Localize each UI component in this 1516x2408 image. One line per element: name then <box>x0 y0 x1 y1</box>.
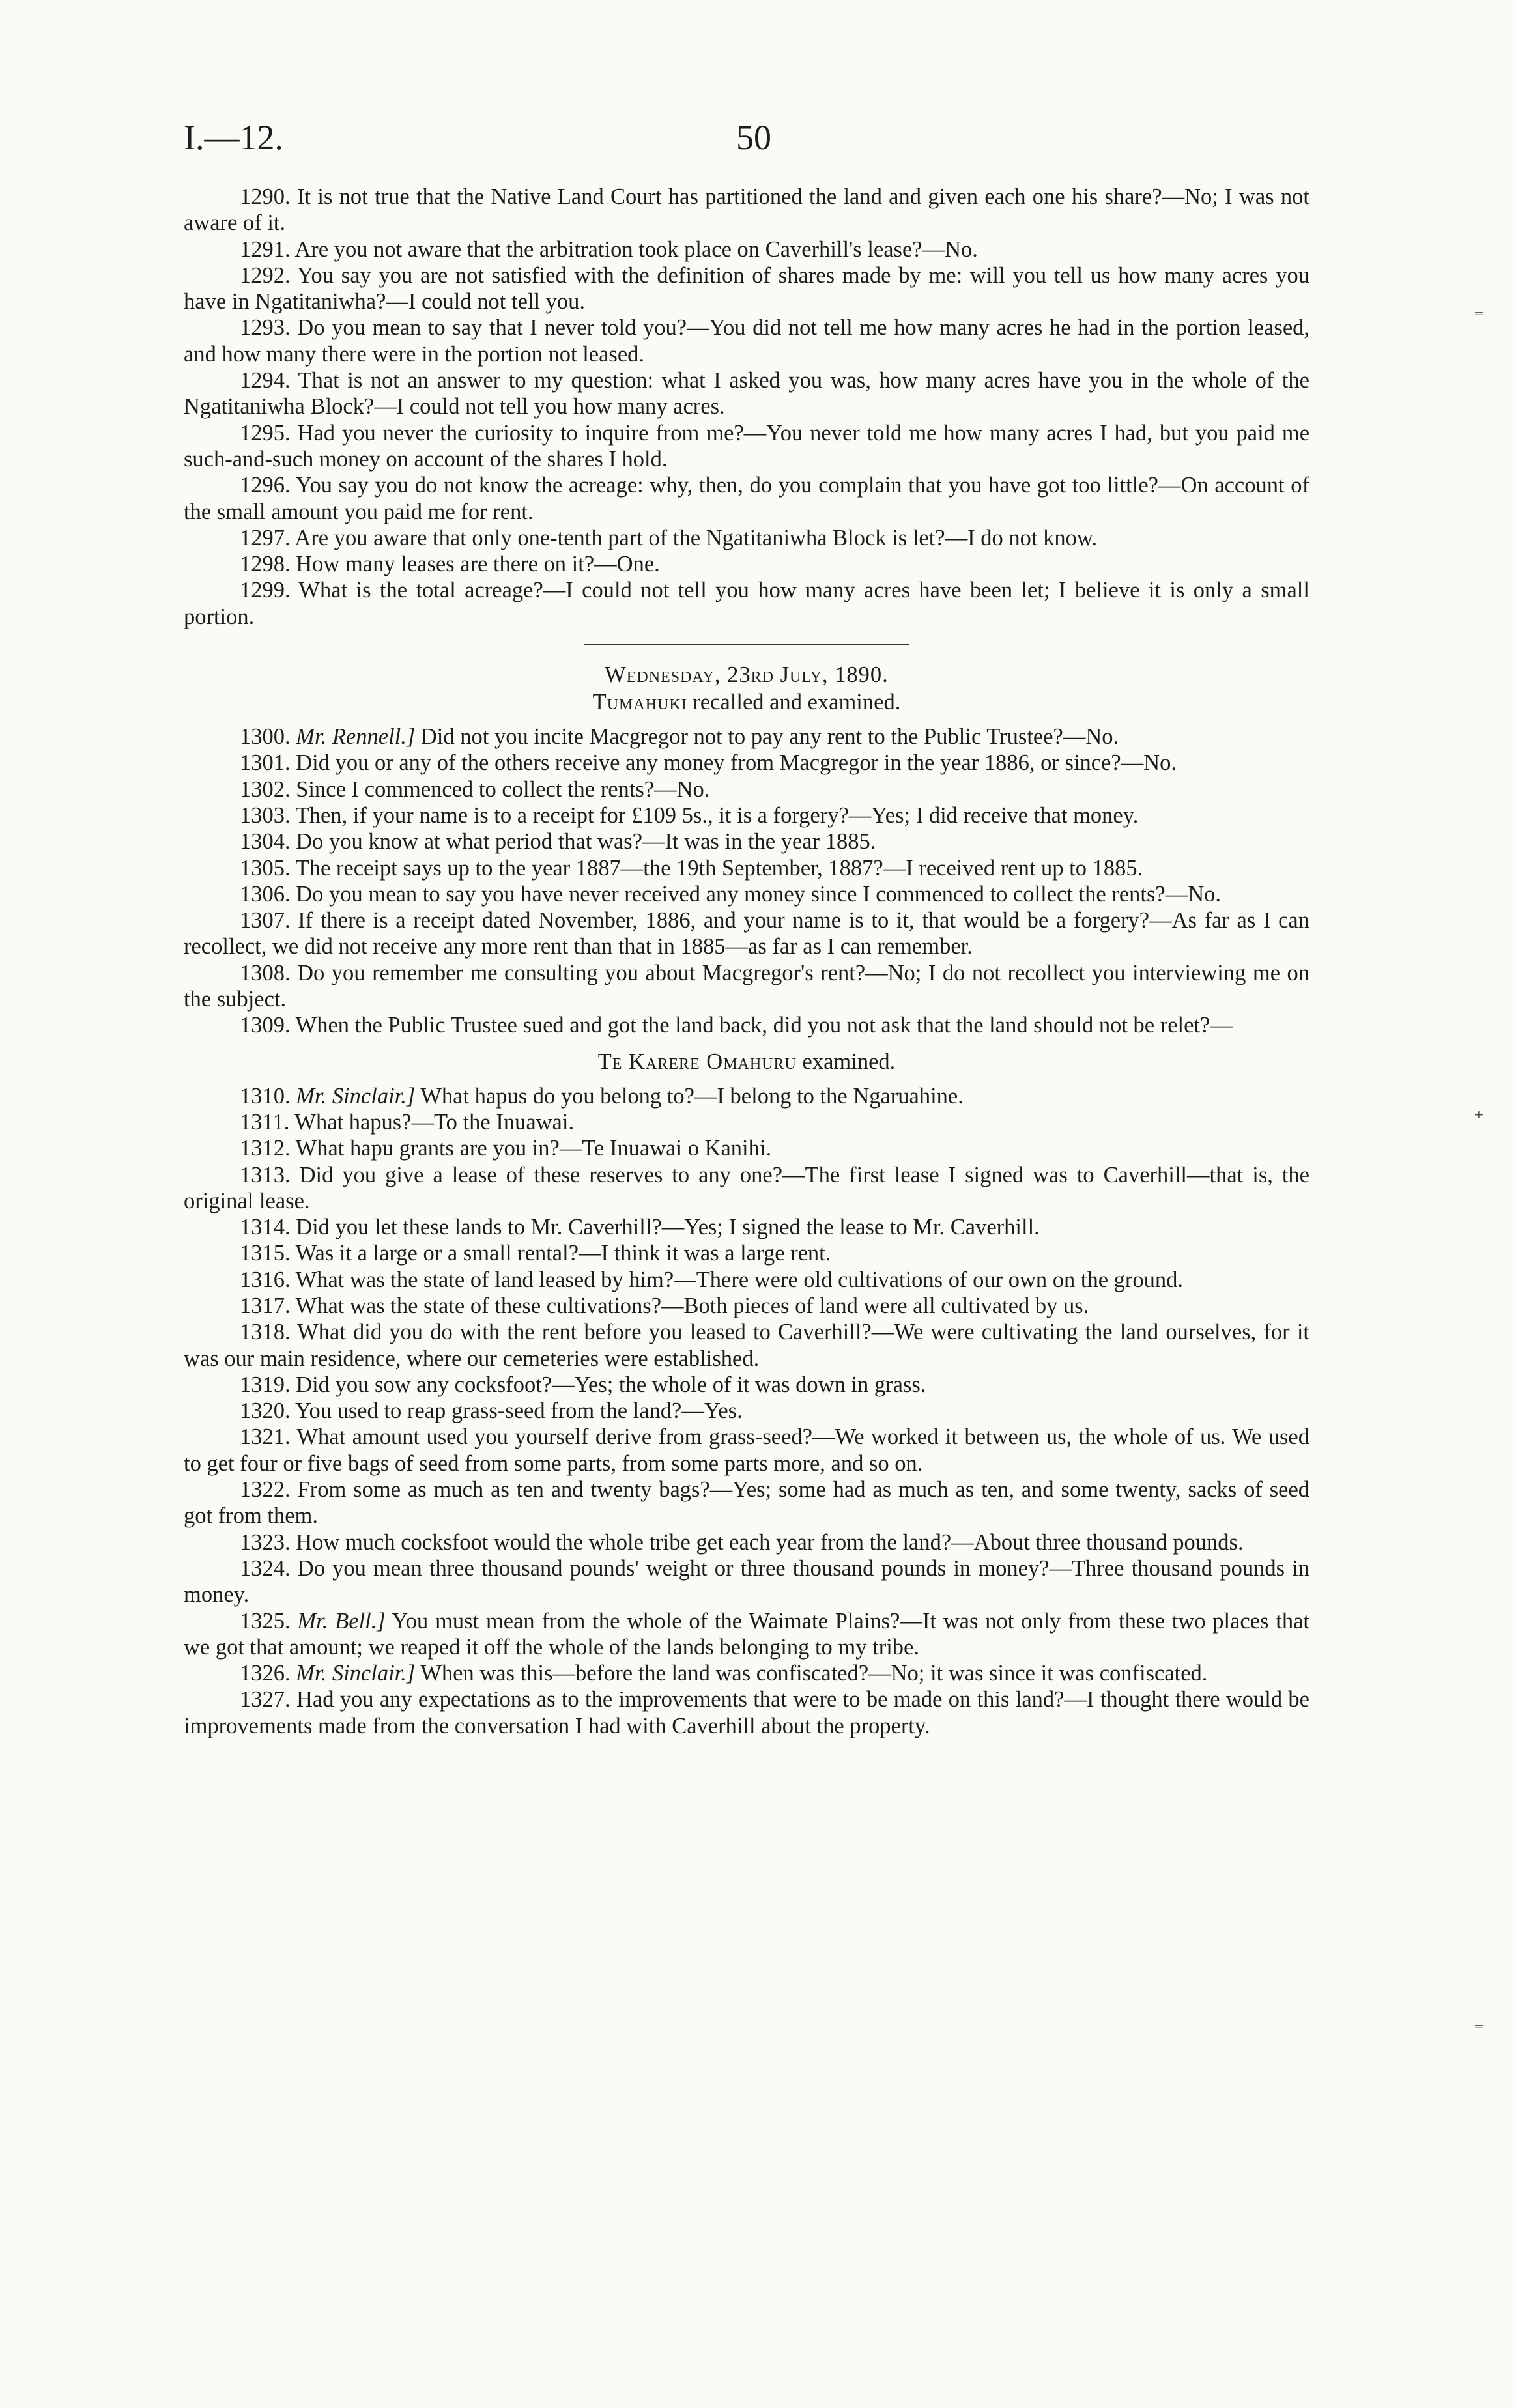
question-paragraph <box>184 1686 1309 1739</box>
question-paragraph <box>184 577 1309 630</box>
question-number: 1294. <box>240 368 291 393</box>
question-text: What was the state of these cultivations?—Both pieces of land were all cultivated by us. <box>295 1293 1089 1318</box>
question-number: 1322. <box>240 1477 291 1503</box>
question-number: 1297. <box>240 525 291 550</box>
question-text: When the Public Trustee sued and got the land back, did you not ask that the land should not be relet?— <box>295 1013 1233 1038</box>
question-number: 1326. <box>240 1661 291 1686</box>
witness-suffix: recalled and examined. <box>693 690 901 715</box>
question-number: 1303. <box>240 802 291 828</box>
question-paragraph <box>184 1372 1309 1398</box>
question-paragraph <box>184 1319 1309 1372</box>
document-reference: I.—12. <box>184 118 283 157</box>
question-paragraph <box>184 829 1309 855</box>
question-paragraph <box>184 1083 1309 1109</box>
speaker-label: Mr. Bell.] <box>297 1608 386 1634</box>
question-text: What did you do with the rent before you leased to Caverhill?—We were cultivating the land ourselves, for it was our main residence, where our cemeteries were established. <box>184 1320 1309 1371</box>
question-number: 1319. <box>240 1372 291 1397</box>
page-header <box>0 117 1516 169</box>
question-number: 1293. <box>240 315 291 341</box>
question-paragraph <box>184 1529 1309 1555</box>
question-paragraph <box>184 1162 1309 1215</box>
question-number: 1316. <box>240 1267 291 1292</box>
question-paragraph <box>184 960 1309 1013</box>
question-paragraph <box>184 420 1309 473</box>
question-paragraph <box>184 1293 1309 1319</box>
question-number: 1292. <box>240 262 291 288</box>
question-paragraph <box>184 1660 1309 1686</box>
question-text: It is not true that the Native Land Court has partitioned the land and given each one his share?—No; I was not aware of it. <box>184 184 1310 236</box>
question-number: 1305. <box>240 855 291 881</box>
question-text: Did you or any of the others receive any money from Macgregor in the year 1886, or since?—No. <box>296 750 1177 776</box>
question-number: 1308. <box>240 960 291 985</box>
question-paragraph <box>184 1477 1309 1529</box>
question-text: From some as much as ten and twenty bags?—Yes; some had as much as ten, and some twenty, sacks of seed got from them. <box>184 1477 1310 1529</box>
question-text: Did you give a lease of these reserves to any one?—The first lease I signed was to Caverhill—that is, the original lease. <box>184 1162 1309 1213</box>
question-number: 1320. <box>240 1398 291 1424</box>
witness-suffix: examined. <box>802 1049 896 1074</box>
question-text: What amount used you yourself derive from grass-seed?—We worked it between us, the whole of us. We used to get four or five bags of seed from some parts, from some parts more, and so on. <box>184 1424 1309 1476</box>
margin-mark: ⁼ <box>1474 307 1484 328</box>
question-text: You must mean from the whole of the Waimate Plains?—It was not only from these two places that we got that amount; we reaped it off the whole of the lands belonging to my tribe. <box>184 1608 1309 1660</box>
question-text: If there is a receipt dated November, 1886, and your name is to it, that would be a forgery?—As far as I can recollect, we did not receive any more rent than that in 1885—as far as I can remember. <box>184 908 1309 959</box>
question-text: Had you any expectations as to the improvements that were to be made on this land?—I thought there would be improvements made from the conversation I had with Caverhill about the property. <box>184 1687 1309 1738</box>
question-text: Then, if your name is to a receipt for £109 5s., it is a forgery?—Yes; I did receive that money. <box>295 802 1139 828</box>
question-number: 1302. <box>240 776 291 802</box>
witness-name: Te Karere Omahuru <box>597 1049 797 1074</box>
question-number: 1321. <box>240 1424 291 1450</box>
testimony-section-3 <box>184 1083 1309 1739</box>
question-text: That is not an answer to my question: what I asked you was, how many acres have you in the whole of the Ngatitaniwha Block?—I could not tell you how many acres. <box>184 368 1309 419</box>
question-number: 1312. <box>240 1136 291 1161</box>
question-number: 1307. <box>240 908 291 933</box>
question-text: Do you know at what period that was?—It was in the year 1885. <box>296 829 876 855</box>
question-number: 1310. <box>240 1083 291 1109</box>
question-text: Do you mean three thousand pounds' weight or three thousand pounds in money?—Three thousand pounds in money. <box>184 1555 1309 1608</box>
question-paragraph <box>184 1240 1309 1266</box>
question-number: 1309. <box>240 1013 291 1038</box>
question-text: You used to reap grass-seed from the land?—Yes. <box>294 1398 743 1424</box>
question-number: 1313. <box>240 1162 291 1187</box>
margin-mark: ⁺ <box>1474 1108 1484 1129</box>
question-text: Do you mean to say you have never received any money since I commenced to collect the rents?—No. <box>296 881 1221 907</box>
question-paragraph <box>184 802 1309 829</box>
question-paragraph <box>184 1398 1309 1424</box>
question-text: What hapu grants are you in?—Te Inuawai o Kanihi. <box>295 1136 772 1161</box>
witness-heading-te-karere-omahuru <box>184 1048 1309 1075</box>
question-paragraph <box>184 1012 1309 1038</box>
question-paragraph <box>184 907 1309 960</box>
question-paragraph <box>184 1424 1309 1477</box>
question-text: Do you mean to say that I never told you?—You did not tell me how many acres he had in the portion leased, and how many there were in the portion not leased. <box>184 315 1310 367</box>
question-text: What was the state of land leased by him?—There were old cultivations of our own on the ground. <box>295 1267 1184 1292</box>
question-paragraph <box>184 236 1309 262</box>
question-paragraph <box>184 551 1309 577</box>
question-number: 1318. <box>240 1320 291 1345</box>
question-text: You say you are not satisfied with the definition of shares made by me: will you tell us how many acres you have in Ngatitaniwha?—I could not tell you. <box>184 262 1309 315</box>
question-text: How many leases are there on it?—One. <box>296 552 660 577</box>
question-text: When was this—before the land was confiscated?—No; it was since it was confiscated. <box>420 1661 1208 1686</box>
question-number: 1300. <box>240 724 291 750</box>
speaker-label: Mr. Rennell.] <box>296 724 416 750</box>
question-number: 1290. <box>240 184 291 209</box>
question-number: 1301. <box>240 750 291 776</box>
testimony-section-2 <box>184 724 1309 1039</box>
question-text: Had you never the curiosity to inquire from me?—You never told me how many acres I had, but you paid me such-and-such money on account of the shares I hold. <box>184 420 1310 472</box>
question-number: 1324. <box>240 1555 291 1581</box>
question-number: 1311. <box>240 1109 290 1135</box>
question-text: Did you sow any cocksfoot?—Yes; the whole of it was down in grass. <box>296 1372 926 1397</box>
question-number: 1323. <box>240 1529 291 1555</box>
question-text: Did not you incite Macgregor not to pay any rent to the Public Trustee?—No. <box>420 724 1119 750</box>
question-number: 1306. <box>240 881 291 907</box>
question-number: 1291. <box>240 236 291 262</box>
page-number: 50 <box>736 118 771 157</box>
speaker-label: Mr. Sinclair.] <box>296 1083 416 1109</box>
question-paragraph <box>184 525 1309 551</box>
question-text: Are you not aware that the arbitration took place on Caverhill's lease?—No. <box>294 236 978 262</box>
question-paragraph <box>184 750 1309 776</box>
question-number: 1327. <box>240 1687 291 1712</box>
question-number: 1298. <box>240 552 291 577</box>
question-text: How much cocksfoot would the whole tribe get each year from the land?—About three thousand pounds. <box>296 1529 1244 1555</box>
testimony-section-1 <box>184 184 1309 630</box>
question-number: 1296. <box>240 473 291 498</box>
question-number: 1299. <box>240 578 291 603</box>
question-paragraph <box>184 1267 1309 1293</box>
question-paragraph <box>184 1214 1309 1240</box>
margin-mark: ⁼ <box>1474 2020 1484 2041</box>
question-text: You say you do not know the acreage: why, then, do you complain that you have got too little?—On account of the small amount you paid me for rent. <box>184 473 1309 524</box>
question-paragraph <box>184 184 1309 236</box>
question-number: 1315. <box>240 1241 291 1266</box>
question-number: 1317. <box>240 1293 291 1318</box>
question-text: Was it a large or a small rental?—I think it was a large rent. <box>295 1241 831 1266</box>
question-paragraph <box>184 881 1309 907</box>
question-paragraph <box>184 776 1309 802</box>
question-paragraph <box>184 1555 1309 1608</box>
question-paragraph <box>184 1109 1309 1135</box>
speaker-label: Mr. Sinclair.] <box>296 1661 416 1686</box>
question-text: What is the total acreage?—I could not tell you how many acres have been let; I believe it is only a small portion. <box>184 578 1309 629</box>
witness-heading-tumahuki <box>184 688 1309 716</box>
question-paragraph <box>184 262 1309 315</box>
question-paragraph <box>184 1135 1309 1161</box>
question-paragraph <box>184 1608 1309 1661</box>
question-text: What hapus do you belong to?—I belong to the Ngaruahine. <box>420 1083 964 1109</box>
question-paragraph <box>184 315 1309 367</box>
question-number: 1304. <box>240 829 291 855</box>
question-paragraph <box>184 472 1309 525</box>
section-divider <box>584 644 909 645</box>
page-body <box>184 184 1309 1739</box>
date-heading: Wednesday, 23rd July, 1890. <box>605 662 889 688</box>
question-paragraph <box>184 367 1309 420</box>
question-text: Since I commenced to collect the rents?—No. <box>296 776 710 802</box>
question-text: Did you let these lands to Mr. Caverhill?—Yes; I signed the lease to Mr. Caverhill. <box>296 1215 1040 1240</box>
question-text: The receipt says up to the year 1887—the 19th September, 1887?—I received rent up to 1885. <box>295 855 1143 881</box>
question-paragraph <box>184 724 1309 750</box>
question-number: 1295. <box>240 420 291 446</box>
witness-name: Tumahuki <box>592 690 687 715</box>
question-text: Are you aware that only one-tenth part of the Ngatitaniwha Block is let?—I do not know. <box>294 525 1098 550</box>
question-number: 1325. <box>240 1608 291 1634</box>
question-paragraph <box>184 855 1309 881</box>
question-number: 1314. <box>240 1215 291 1240</box>
question-text: What hapus?—To the Inuawai. <box>294 1109 575 1135</box>
question-text: Do you remember me consulting you about Macgregor's rent?—No; I do not recollect you interviewing me on the subject. <box>184 960 1310 1012</box>
